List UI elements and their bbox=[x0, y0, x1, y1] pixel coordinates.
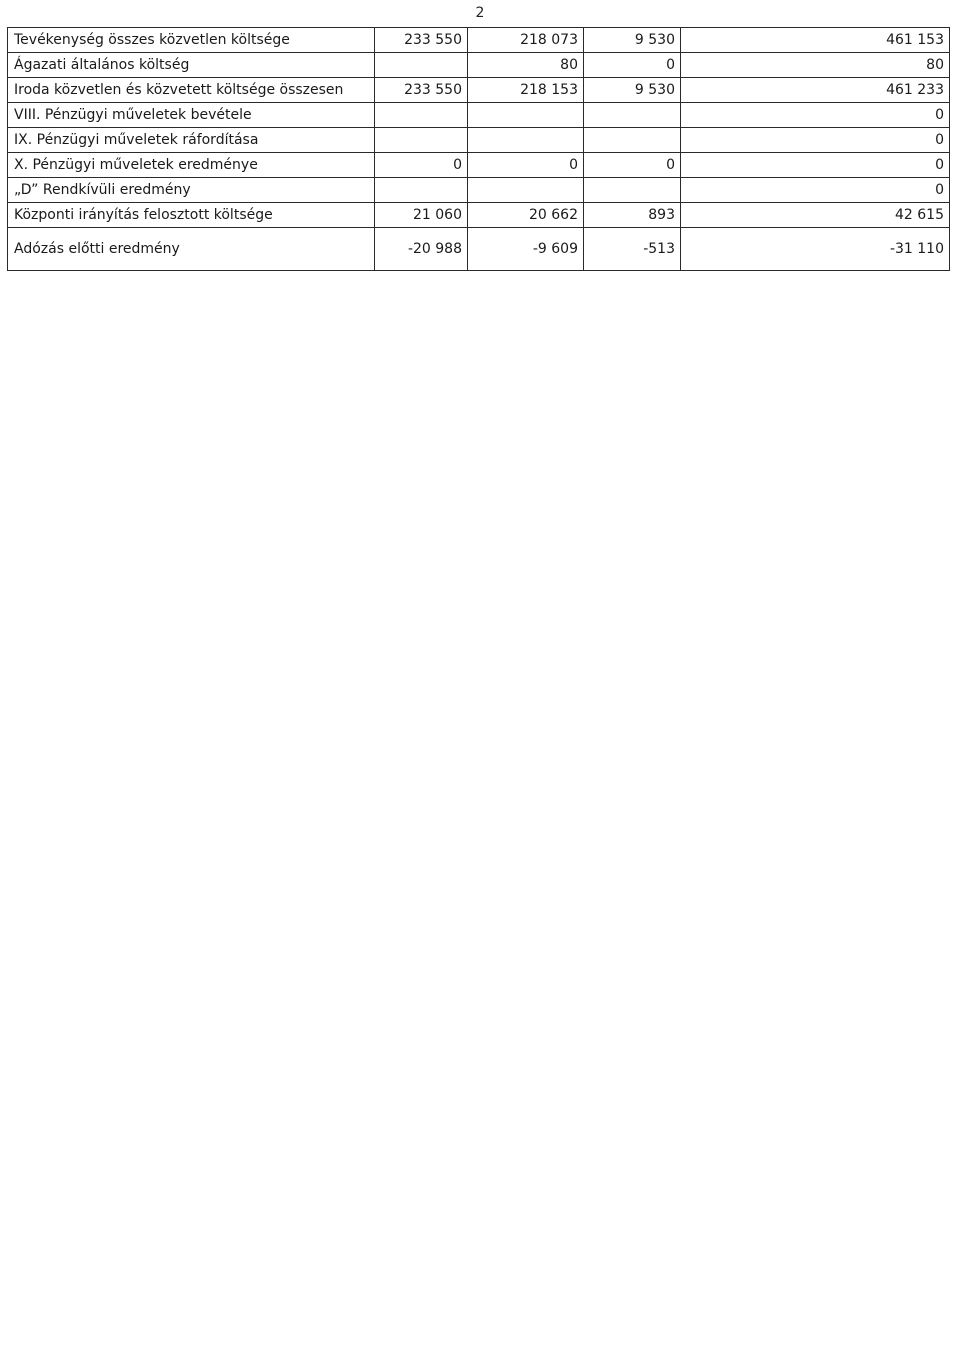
value-cell-col1 bbox=[375, 53, 468, 78]
total-cell: 0 bbox=[681, 128, 950, 153]
value-cell-col1: 21 060 bbox=[375, 203, 468, 228]
value-cell-col3 bbox=[584, 178, 681, 203]
row-label: VIII. Pénzügyi műveletek bevétele bbox=[8, 103, 375, 128]
value-cell-col2: 218 153 bbox=[468, 78, 584, 103]
row-label: Iroda közvetlen és közvetett költsége összesen bbox=[8, 78, 375, 103]
value-cell-col1 bbox=[375, 128, 468, 153]
table-row bbox=[8, 28, 950, 53]
page-number: 2 bbox=[475, 5, 485, 21]
value-cell-col1 bbox=[375, 103, 468, 128]
value-cell-col1: 0 bbox=[375, 153, 468, 178]
value-cell-col2: 218 073 bbox=[468, 28, 584, 53]
total-cell: 42 615 bbox=[681, 203, 950, 228]
row-label: „D” Rendkívüli eredmény bbox=[8, 178, 375, 203]
row-label: Tevékenység összes közvetlen költsége bbox=[8, 28, 375, 53]
table-row bbox=[8, 128, 950, 153]
row-label: Adózás előtti eredmény bbox=[8, 228, 375, 271]
table-row bbox=[8, 228, 950, 271]
value-cell-col1: 233 550 bbox=[375, 28, 468, 53]
table-row bbox=[8, 53, 950, 78]
value-cell-col2 bbox=[468, 103, 584, 128]
row-label: IX. Pénzügyi műveletek ráfordítása bbox=[8, 128, 375, 153]
value-cell-col2 bbox=[468, 178, 584, 203]
value-cell-col2: 80 bbox=[468, 53, 584, 78]
value-cell-col2: 20 662 bbox=[468, 203, 584, 228]
total-cell: -31 110 bbox=[681, 228, 950, 271]
value-cell-col3: 893 bbox=[584, 203, 681, 228]
value-cell-col3: 9 530 bbox=[584, 28, 681, 53]
value-cell-col1: -20 988 bbox=[375, 228, 468, 271]
value-cell-col3: 9 530 bbox=[584, 78, 681, 103]
total-cell: 0 bbox=[681, 103, 950, 128]
total-cell: 0 bbox=[681, 178, 950, 203]
row-label: X. Pénzügyi műveletek eredménye bbox=[8, 153, 375, 178]
row-label: Ágazati általános költség bbox=[8, 53, 375, 78]
table-row bbox=[8, 78, 950, 103]
value-cell-col3: -513 bbox=[584, 228, 681, 271]
value-cell-col2: -9 609 bbox=[468, 228, 584, 271]
value-cell-col1: 233 550 bbox=[375, 78, 468, 103]
table-row bbox=[8, 203, 950, 228]
total-cell: 0 bbox=[681, 153, 950, 178]
value-cell-col3: 0 bbox=[584, 153, 681, 178]
value-cell-col2: 0 bbox=[468, 153, 584, 178]
total-cell: 80 bbox=[681, 53, 950, 78]
table-row bbox=[8, 178, 950, 203]
table-row bbox=[8, 153, 950, 178]
table-row bbox=[8, 103, 950, 128]
value-cell-col2 bbox=[468, 128, 584, 153]
total-cell: 461 153 bbox=[681, 28, 950, 53]
value-cell-col3 bbox=[584, 103, 681, 128]
total-cell: 461 233 bbox=[681, 78, 950, 103]
financial-table bbox=[7, 27, 950, 271]
value-cell-col3: 0 bbox=[584, 53, 681, 78]
value-cell-col3 bbox=[584, 128, 681, 153]
value-cell-col1 bbox=[375, 178, 468, 203]
row-label: Központi irányítás felosztott költsége bbox=[8, 203, 375, 228]
